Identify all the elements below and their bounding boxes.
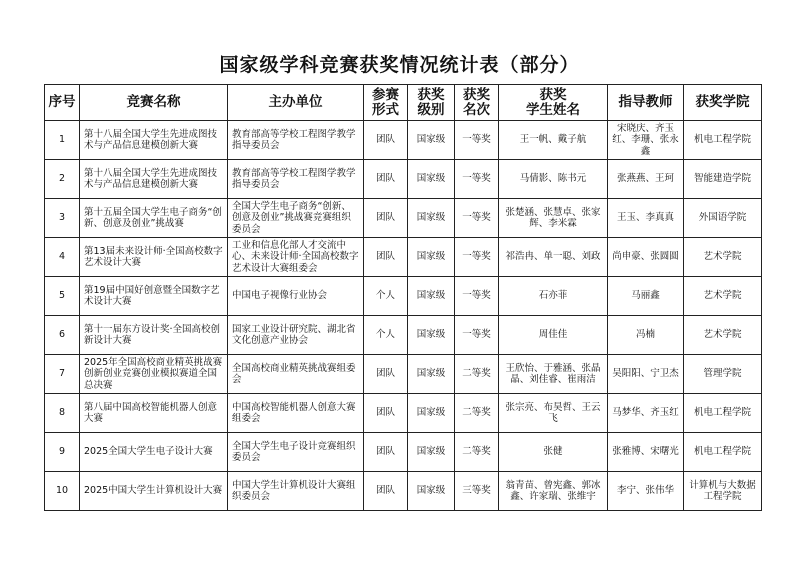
- cell-organizer: 教育部高等学校工程图学教学指导委员会: [228, 160, 364, 199]
- cell-level: 国家级: [408, 277, 455, 316]
- cell-competition: 第八届中国高校智能机器人创意大赛: [80, 394, 228, 433]
- cell-format: 团队: [364, 238, 408, 277]
- cell-rank: 三等奖: [455, 472, 499, 511]
- cell-students: 张宗亮、布昊哲、王云飞: [499, 394, 608, 433]
- cell-organizer: 全国大学生电子商务“创新、创意及创业”挑战赛竞赛组织委员会: [228, 199, 364, 238]
- cell-rank: 一等奖: [455, 277, 499, 316]
- table-row: [45, 199, 762, 238]
- table-row: [45, 121, 762, 160]
- header-level: 获奖 级别: [408, 85, 455, 121]
- table-row: [45, 316, 762, 355]
- cell-competition: 第十五届全国大学生电子商务“创新、创意及创业”挑战赛: [80, 199, 228, 238]
- cell-level: 国家级: [408, 121, 455, 160]
- table-row: [45, 238, 762, 277]
- cell-students: 祁浩冉、单一聪、刘政: [499, 238, 608, 277]
- cell-format: 团队: [364, 355, 408, 394]
- cell-organizer: 中国电子视像行业协会: [228, 277, 364, 316]
- cell-college: 计算机与大数据工程学院: [684, 472, 762, 511]
- cell-rank: 一等奖: [455, 199, 499, 238]
- header-students: 获奖 学生姓名: [499, 85, 608, 121]
- cell-level: 国家级: [408, 160, 455, 199]
- cell-advisors: 宋晓庆、齐玉红、李珊、张永鑫: [608, 121, 684, 160]
- cell-students: 周佳佳: [499, 316, 608, 355]
- cell-rank: 一等奖: [455, 160, 499, 199]
- cell-organizer: 中国大学生计算机设计大赛组织委员会: [228, 472, 364, 511]
- header-college: 获奖学院: [684, 85, 762, 121]
- cell-organizer: 教育部高等学校工程图学教学指导委员会: [228, 121, 364, 160]
- page-title: 国家级学科竞赛获奖情况统计表（部分）: [219, 54, 580, 76]
- cell-rank: 一等奖: [455, 238, 499, 277]
- cell-college: 机电工程学院: [684, 121, 762, 160]
- table-row: [45, 472, 762, 511]
- cell-index: 8: [45, 394, 80, 433]
- cell-competition: 第19届中国好创意暨全国数字艺术设计大赛: [80, 277, 228, 316]
- cell-college: 艺术学院: [684, 277, 762, 316]
- cell-students: 王一帆、戴子航: [499, 121, 608, 160]
- cell-students: 石亦菲: [499, 277, 608, 316]
- cell-college: 管理学院: [684, 355, 762, 394]
- cell-college: 智能建造学院: [684, 160, 762, 199]
- cell-level: 国家级: [408, 433, 455, 472]
- cell-advisors: 吴阳阳、宁卫杰: [608, 355, 684, 394]
- cell-advisors: 马梦华、齐玉红: [608, 394, 684, 433]
- cell-advisors: 冯楠: [608, 316, 684, 355]
- cell-rank: 二等奖: [455, 355, 499, 394]
- cell-college: 艺术学院: [684, 316, 762, 355]
- cell-college: 机电工程学院: [684, 433, 762, 472]
- header-advisors: 指导教师: [608, 85, 684, 121]
- cell-students: 张健: [499, 433, 608, 472]
- cell-college: 机电工程学院: [684, 394, 762, 433]
- cell-competition: 第十八届全国大学生先进成图技术与产品信息建模创新大赛: [80, 121, 228, 160]
- cell-level: 国家级: [408, 199, 455, 238]
- cell-format: 团队: [364, 472, 408, 511]
- cell-advisors: 李宁、张伟华: [608, 472, 684, 511]
- award-table: [44, 84, 762, 511]
- cell-index: 4: [45, 238, 80, 277]
- cell-index: 9: [45, 433, 80, 472]
- table-row: [45, 277, 762, 316]
- cell-format: 团队: [364, 199, 408, 238]
- cell-advisors: 马丽鑫: [608, 277, 684, 316]
- cell-index: 3: [45, 199, 80, 238]
- cell-students: 张楚涵、张慧卓、张家辉、李米霖: [499, 199, 608, 238]
- cell-students: 马倩影、陈书元: [499, 160, 608, 199]
- cell-rank: 一等奖: [455, 121, 499, 160]
- cell-organizer: 中国高校智能机器人创意大赛组委会: [228, 394, 364, 433]
- table-row: [45, 355, 762, 394]
- cell-rank: 二等奖: [455, 433, 499, 472]
- header-index: 序号: [45, 85, 80, 121]
- cell-competition: 2025中国大学生计算机设计大赛: [80, 472, 228, 511]
- cell-competition: 第13届未来设计师·全国高校数字艺术设计大赛: [80, 238, 228, 277]
- cell-index: 7: [45, 355, 80, 394]
- cell-competition: 第十一届东方设计奖·全国高校创新设计大赛: [80, 316, 228, 355]
- cell-format: 团队: [364, 160, 408, 199]
- cell-organizer: 全国大学生电子设计竞赛组织委员会: [228, 433, 364, 472]
- cell-level: 国家级: [408, 238, 455, 277]
- header-rank: 获奖 名次: [455, 85, 499, 121]
- cell-level: 国家级: [408, 394, 455, 433]
- cell-level: 国家级: [408, 472, 455, 511]
- cell-students: 王欣怡、于雅涵、张晶晶、刘佳睿、崔雨洁: [499, 355, 608, 394]
- cell-format: 团队: [364, 394, 408, 433]
- cell-advisors: 张雅博、宋曙光: [608, 433, 684, 472]
- cell-rank: 一等奖: [455, 316, 499, 355]
- table-row: [45, 433, 762, 472]
- cell-organizer: 全国高校商业精英挑战赛组委会: [228, 355, 364, 394]
- cell-index: 6: [45, 316, 80, 355]
- header-format: 参赛 形式: [364, 85, 408, 121]
- cell-format: 团队: [364, 121, 408, 160]
- cell-format: 个人: [364, 277, 408, 316]
- cell-students: 翁青苗、曾宪鑫、郭冰鑫、许家瑞、张维宇: [499, 472, 608, 511]
- cell-organizer: 国家工业设计研究院、湖北省文化创意产业协会: [228, 316, 364, 355]
- cell-advisors: 王玉、李真真: [608, 199, 684, 238]
- cell-advisors: 张燕燕、王珂: [608, 160, 684, 199]
- cell-college: 外国语学院: [684, 199, 762, 238]
- cell-rank: 二等奖: [455, 394, 499, 433]
- cell-level: 国家级: [408, 355, 455, 394]
- cell-index: 10: [45, 472, 80, 511]
- cell-competition: 2025全国大学生电子设计大赛: [80, 433, 228, 472]
- header-organizer: 主办单位: [228, 85, 364, 121]
- table-header-row: [45, 85, 762, 121]
- cell-format: 团队: [364, 433, 408, 472]
- cell-college: 艺术学院: [684, 238, 762, 277]
- cell-competition: 第十八届全国大学生先进成图技术与产品信息建模创新大赛: [80, 160, 228, 199]
- cell-index: 1: [45, 121, 80, 160]
- cell-index: 5: [45, 277, 80, 316]
- cell-organizer: 工业和信息化部人才交流中心、未来设计师·全国高校数字艺术设计大赛组委会: [228, 238, 364, 277]
- table-row: [45, 160, 762, 199]
- header-competition: 竞赛名称: [80, 85, 228, 121]
- table-row: [45, 394, 762, 433]
- cell-advisors: 尚申豪、张圆圆: [608, 238, 684, 277]
- cell-format: 个人: [364, 316, 408, 355]
- cell-competition: 2025年全国高校商业精英挑战赛创新创业竞赛创业模拟赛道全国总决赛: [80, 355, 228, 394]
- cell-level: 国家级: [408, 316, 455, 355]
- cell-index: 2: [45, 160, 80, 199]
